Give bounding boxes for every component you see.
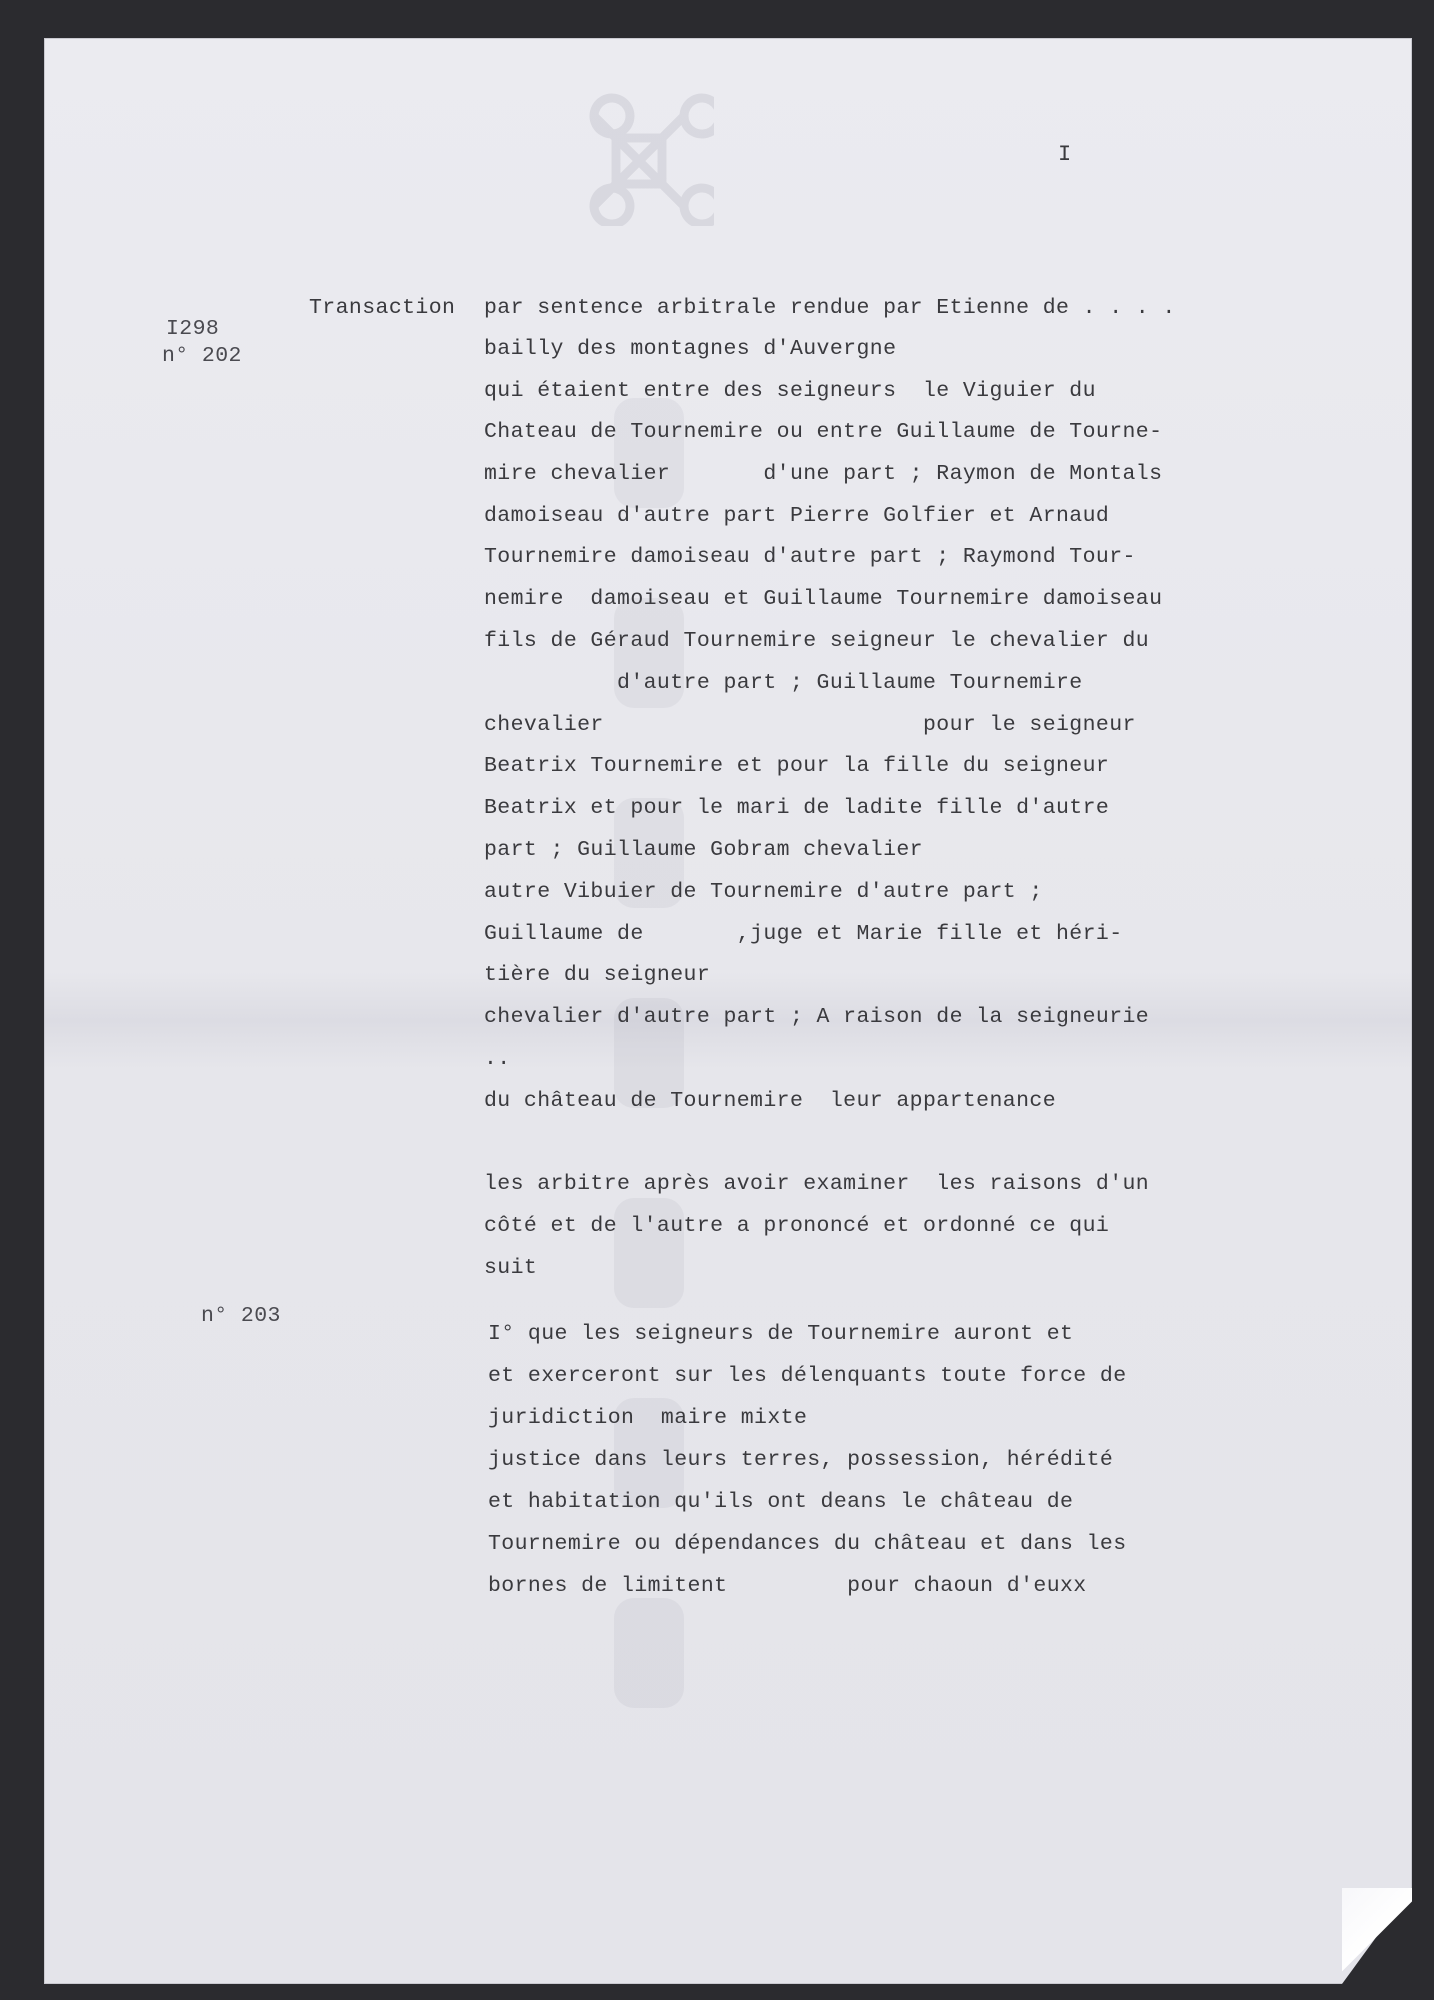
margin-year: I298 [166, 317, 220, 341]
text-line: par sentence arbitrale rendue par Etienne de . . . . [484, 296, 1176, 320]
text-line: bailly des montagnes d'Auvergne [484, 337, 897, 361]
text-line: damoiseau d'autre part Pierre Golfier et Arnaud [484, 504, 1110, 528]
heading-label: Transaction [309, 296, 456, 320]
text-line: suit [484, 1256, 538, 1280]
text-line: chevalier d'autre part ; A raison de la seigneurie [484, 1005, 1150, 1029]
text-line: Guillaume de ,juge et Marie fille et héri- [484, 922, 1123, 946]
text-line: Tournemire damoiseau d'autre part ; Raymond Tour- [484, 545, 1136, 569]
text-line: chevalier pour le seigneur [484, 713, 1136, 737]
text-line: juridiction maire mixte [488, 1406, 808, 1430]
folded-corner-flap [1342, 1888, 1412, 1984]
document-page [44, 38, 1412, 1984]
text-line: bornes de limitent pour chaoun d'euxx [488, 1574, 1087, 1598]
endless-knot-watermark-icon [564, 86, 714, 226]
text-line: nemire damoiseau et Guillaume Tournemire damoiseau [484, 587, 1163, 611]
text-line: les arbitre après avoir examiner les raisons d'un [484, 1172, 1150, 1196]
text-line: fils de Géraud Tournemire seigneur le chevalier du [484, 629, 1150, 653]
page-number: I [1058, 142, 1072, 167]
text-line: part ; Guillaume Gobram chevalier [484, 838, 923, 862]
margin-reference: n° 202 [162, 344, 242, 368]
text-line: autre Vibuier de Tournemire d'autre part ; [484, 880, 1043, 904]
text-line: .. [484, 1047, 511, 1071]
text-line: I° que les seigneurs de Tournemire auront et [488, 1322, 1074, 1346]
text-line: justice dans leurs terres, possession, hérédité [488, 1448, 1114, 1472]
text-line: du château de Tournemire leur appartenance [484, 1089, 1056, 1113]
text-line: et exerceront sur les délenquants toute force de [488, 1364, 1127, 1388]
text-line: Beatrix et pour le mari de ladite fille d'autre [484, 796, 1110, 820]
text-line: tière du seigneur [484, 963, 711, 987]
text-line: côté et de l'autre a prononcé et ordonné ce qui [484, 1214, 1110, 1238]
text-line: Beatrix Tournemire et pour la fille du seigneur [484, 754, 1110, 778]
text-line: et habitation qu'ils ont deans le château de [488, 1490, 1074, 1514]
text-line: d'autre part ; Guillaume Tournemire [484, 671, 1083, 695]
text-line: Tournemire ou dépendances du château et dans les [488, 1532, 1127, 1556]
text-line: Chateau de Tournemire ou entre Guillaume de Tourne- [484, 420, 1163, 444]
margin-reference: n° 203 [201, 1304, 281, 1328]
text-line: qui étaient entre des seigneurs le Viguier du [484, 379, 1096, 403]
text-line: mire chevalier d'une part ; Raymon de Montals [484, 462, 1163, 486]
